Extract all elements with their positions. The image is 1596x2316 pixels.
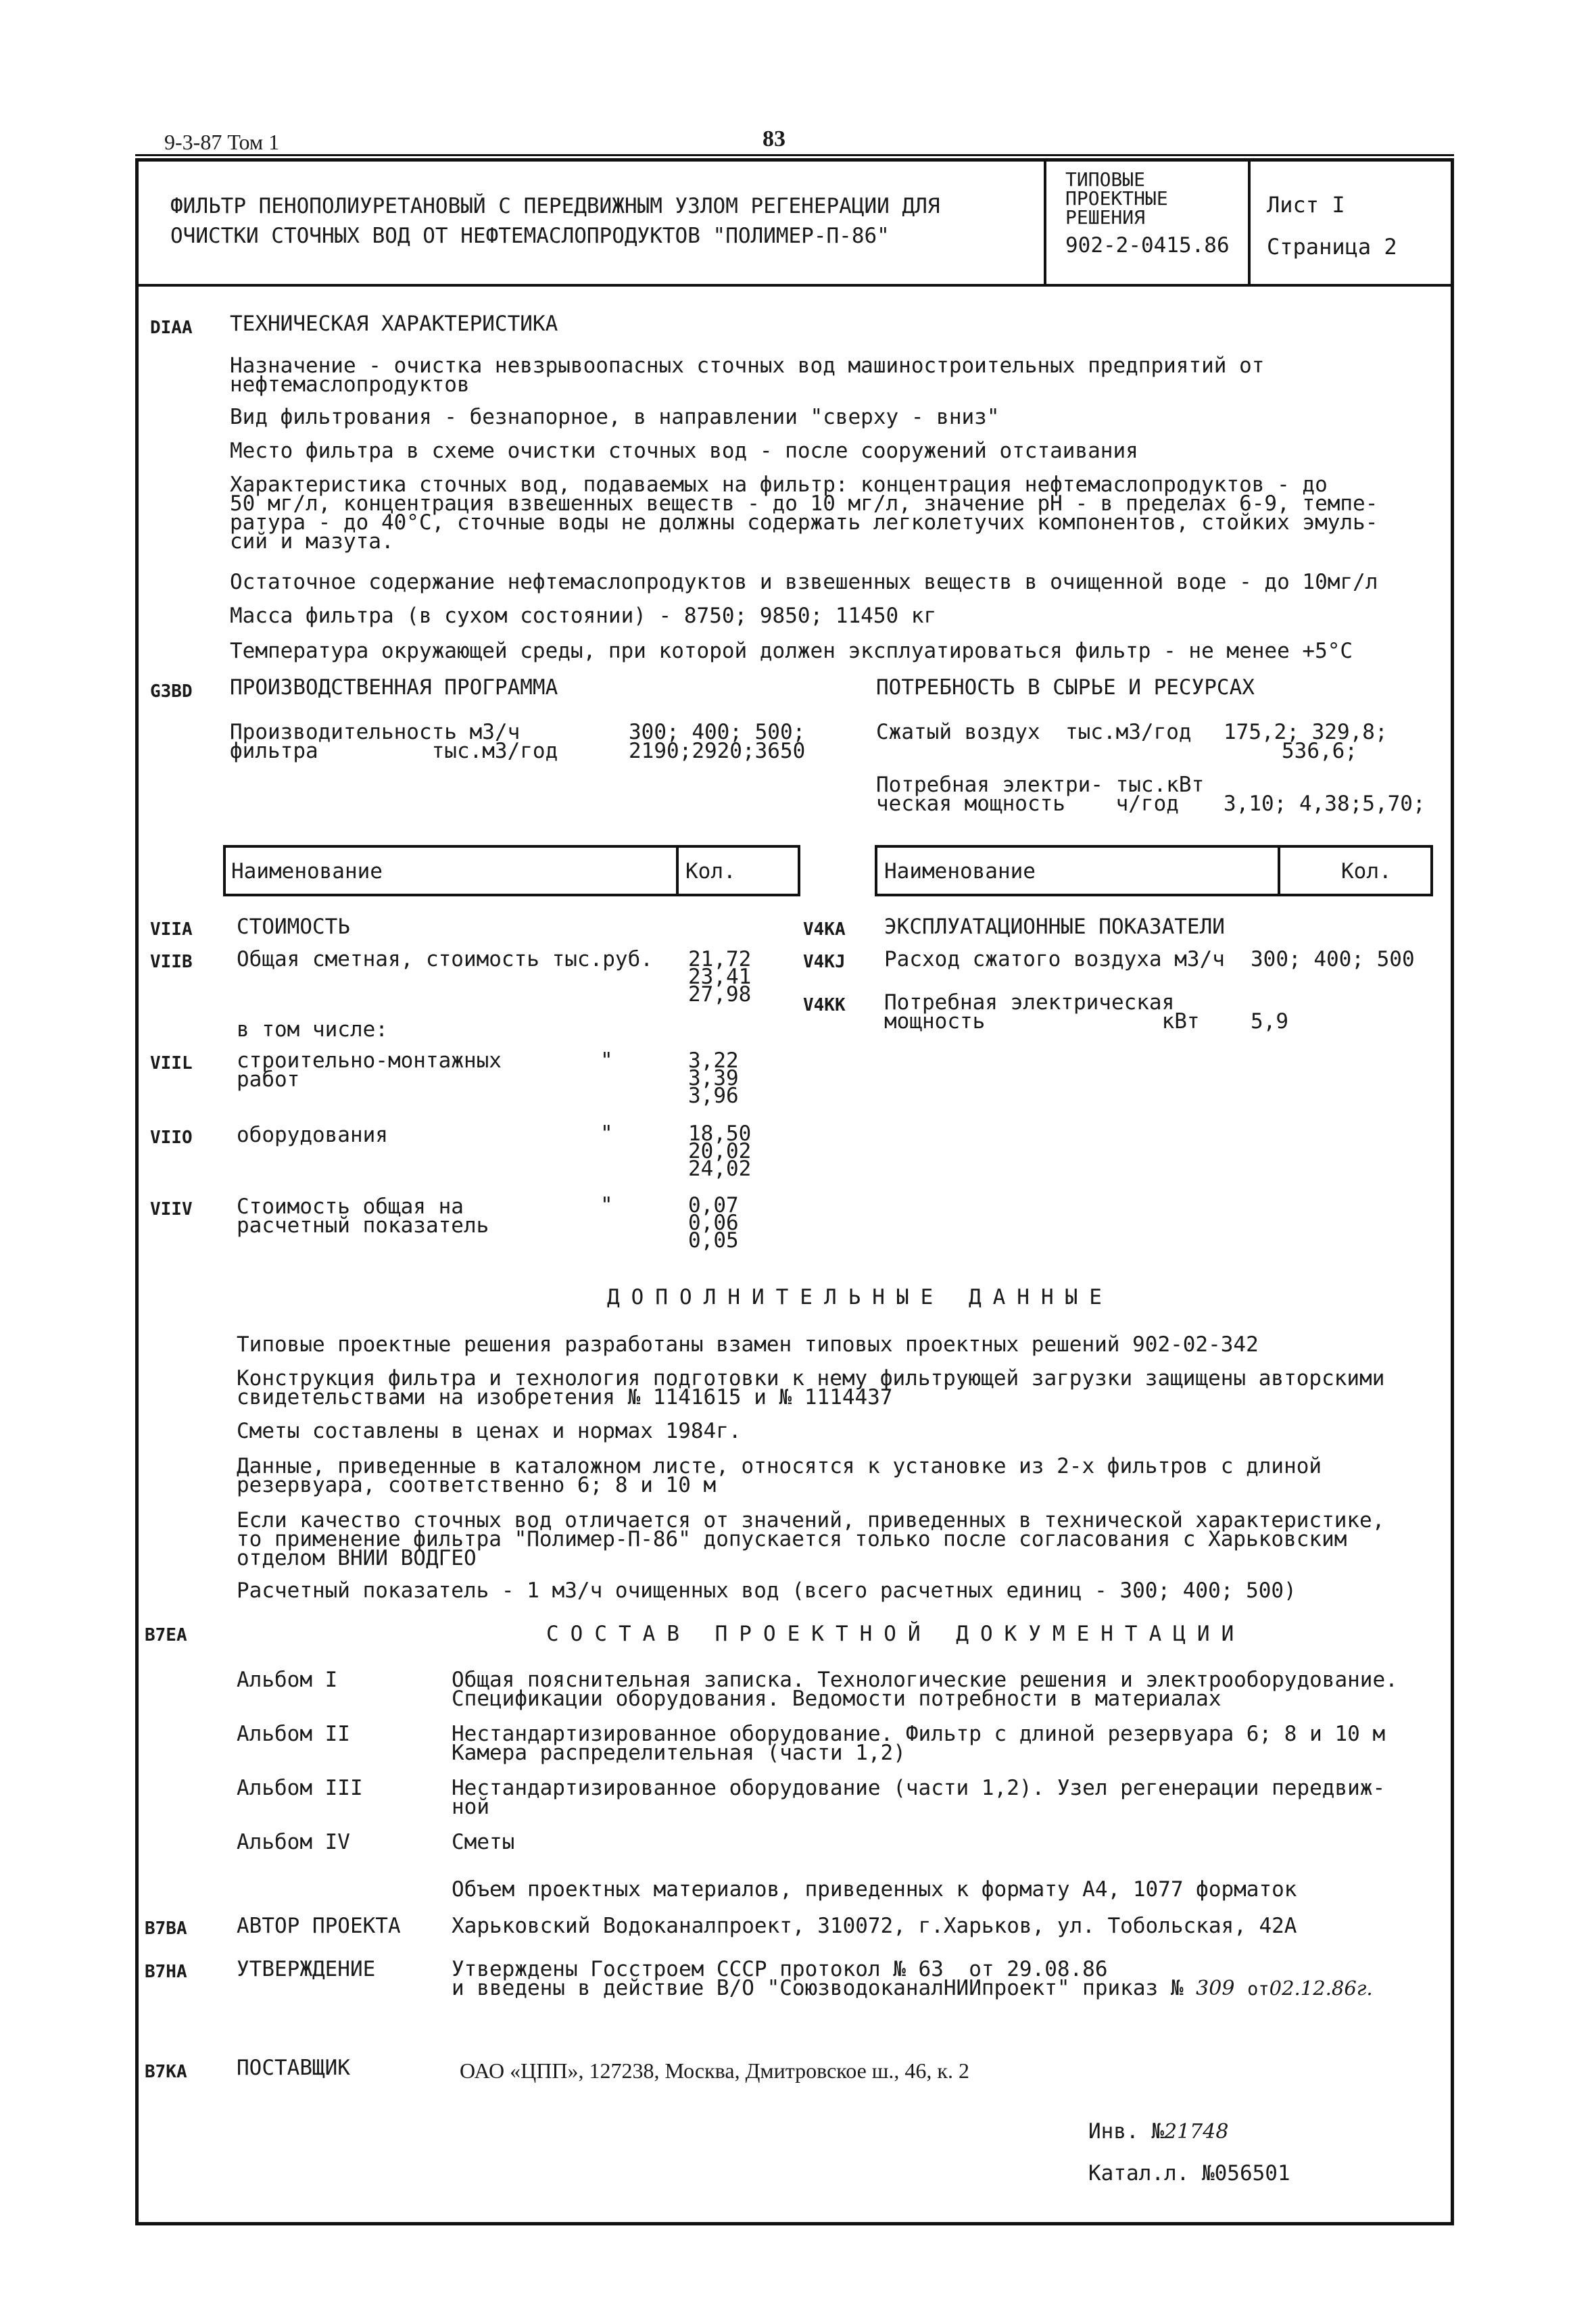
construction-cost-label-1: строительно-монтажных xyxy=(237,1048,502,1073)
unit-cost-value-3: 0,05 xyxy=(688,1228,739,1253)
air-consumption-code: V4KJ xyxy=(803,952,846,972)
including-label: в том числе: xyxy=(237,1017,388,1042)
right-col-name-header: Наименование xyxy=(884,859,1036,884)
approval-line-2 xyxy=(452,1976,1373,2000)
left-table-header-divider xyxy=(676,845,679,896)
tech-residual: Остаточное содержание нефтемаслопродуктов и взвешенных веществ в очищенной воде - до 10мг/л xyxy=(230,570,1378,594)
right-col-qty-header: Кол. xyxy=(1341,859,1392,884)
tech-wastewater-line-3: ратура - до 40°С, сточные воды не должны содержать легколетучих компонентов, стойких эмуль- xyxy=(230,510,1378,535)
album-3-text-2: ной xyxy=(452,1795,489,1819)
resources-air-values-2: 536,6; xyxy=(1282,739,1357,763)
resources-power-values: 3,10; 4,38;5,70; xyxy=(1224,792,1426,816)
construction-cost-value-1: 3,22 xyxy=(688,1048,739,1073)
volume-reference: 9-3-87 Том 1 xyxy=(164,130,280,154)
album-1-text-2: Спецификации оборудования. Ведомости потребности в материалах xyxy=(452,1687,1222,1711)
series-label-1: ТИПОВЫЕ xyxy=(1065,168,1146,191)
tech-filtration-type: Вид фильтрования - безнапорное, в направлении "сверху - вниз" xyxy=(230,405,1000,429)
page-number: 83 xyxy=(763,126,785,151)
supplier-code: B7KA xyxy=(145,2062,187,2082)
right-table-header-divider xyxy=(1278,845,1280,896)
tech-filter-place: Место фильтра в схеме очистки сточных вод - после сооружений отстаивания xyxy=(230,439,1138,463)
left-col-name-header: Наименование xyxy=(231,859,383,884)
resources-air-label: Сжатый воздух тыс.м3/год xyxy=(876,720,1192,744)
album-3-label: Альбом III xyxy=(237,1776,363,1800)
series-code: 902-2-0415.86 xyxy=(1065,233,1230,258)
inventory-number: 21748 xyxy=(1163,2120,1229,2144)
additional-line-6: Расчетный показатель - 1 м3/ч очищенных вод (всего расчетных единиц - 300; 400; 500) xyxy=(237,1578,1297,1603)
equipment-cost-value-3: 24,02 xyxy=(688,1157,752,1181)
author-text: Харьковский Водоканалпроект, 310072, г.Харьков, ул. Тобольская, 42А xyxy=(452,1914,1297,1938)
tech-wastewater-line-4: сий и мазута. xyxy=(230,529,394,554)
operating-section-code: V4KA xyxy=(803,919,846,940)
series-label-2: ПРОЕКТНЫЕ xyxy=(1065,187,1168,210)
power-demand-label-2: мощность кВт xyxy=(884,1009,1200,1034)
approval-text-3: от xyxy=(1247,1979,1269,2000)
unit-cost-ditto: " xyxy=(600,1193,613,1217)
unit-cost-code: VIIV xyxy=(150,1199,193,1220)
production-label-1: Производительность м3/ч xyxy=(230,720,521,744)
construction-cost-value-2: 3,39 xyxy=(688,1066,739,1090)
tech-wastewater-line-1: Характеристика сточных вод, подаваемых на фильтр: концентрация нефтемаслопродуктов - до xyxy=(230,473,1328,497)
additional-line-3: Сметы составлены в ценах и нормах 1984г. xyxy=(237,1419,742,1443)
header-bottom-rule xyxy=(135,284,1454,287)
unit-cost-label-1: Стоимость общая на xyxy=(237,1195,464,1219)
order-number: 309 xyxy=(1196,1977,1235,2000)
resources-power-label-1: Потребная электри- тыс.кВт xyxy=(876,773,1205,797)
additional-line-4b: резервуара, соответственно 6; 8 и 10 м xyxy=(237,1473,717,1497)
additional-line-5b: то применение фильтра "Полимер-П-86" допускается только после согласования с Харьковским xyxy=(237,1527,1347,1551)
docs-volume: Объем проектных материалов, приведенных к формату А4, 1077 форматок xyxy=(452,1877,1297,1902)
additional-line-1: Типовые проектные решения разработаны взамен типовых проектных решений 902-02-342 xyxy=(237,1332,1259,1357)
equipment-cost-value-2: 20,02 xyxy=(688,1139,752,1163)
tech-heading: ТЕХНИЧЕСКАЯ ХАРАКТЕРИСТИКА xyxy=(230,312,558,336)
supplier-text: ОАО «ЦПП», 127238, Москва, Дмитровское ш., 46, к. 2 xyxy=(460,2058,969,2083)
production-section-code: G3BD xyxy=(150,681,193,702)
production-capacity-m3h: 300; 400; 500; xyxy=(629,720,806,744)
header-divider-2 xyxy=(1248,158,1251,285)
tech-section-code: DIAA xyxy=(150,318,193,338)
author-code: B7BA xyxy=(145,1919,187,1939)
production-capacity-annual: 2190;2920;3650 xyxy=(629,739,806,763)
approval-text-1: Утверждены Госстроем СССР протокол № 63 от 29.08.86 xyxy=(452,1957,1108,1981)
cost-section-code: VIIA xyxy=(150,919,193,940)
series-label-3: РЕШЕНИЯ xyxy=(1065,206,1146,228)
approval-label: УТВЕРЖДЕНИЕ xyxy=(237,1957,376,1981)
inventory-number-line xyxy=(1088,2119,1229,2144)
total-cost-code: VIIB xyxy=(150,952,193,972)
additional-line-5a: Если качество сточных вод отличается от значений, приведенных в технической характеристике, xyxy=(237,1508,1385,1533)
total-cost-value-2: 23,41 xyxy=(688,965,752,989)
sheet-number: Лист I xyxy=(1267,192,1345,218)
production-heading: ПРОИЗВОДСТВЕННАЯ ПРОГРАММА xyxy=(230,675,558,700)
total-cost-value-1: 21,72 xyxy=(688,947,752,971)
tech-wastewater-line-2: 50 мг/л, концентрация взвешенных веществ - до 10 мг/л, значение рН - в пределах 6-9, темпе- xyxy=(230,491,1378,516)
production-label-2: фильтра тыс.м3/год xyxy=(230,739,558,763)
total-cost-value-3: 27,98 xyxy=(688,982,752,1007)
construction-cost-value-3: 3,96 xyxy=(688,1084,739,1108)
inventory-label: Инв. № xyxy=(1088,2119,1164,2144)
top-rule xyxy=(135,154,1454,156)
additional-line-2b: свидетельствами на изобретения № 1141615 и № 1114437 xyxy=(237,1385,893,1409)
air-consumption-value: 300; 400; 500 xyxy=(1251,947,1415,971)
tech-mass: Масса фильтра (в сухом состоянии) - 8750; 9850; 11450 кг xyxy=(230,604,937,628)
operating-section-heading: ЭКСПЛУАТАЦИОННЫЕ ПОКАЗАТЕЛИ xyxy=(884,915,1225,939)
cost-section-heading: СТОИМОСТЬ xyxy=(237,915,350,939)
docs-heading: СОСТАВ ПРОЕКТНОЙ ДОКУМЕНТАЦИИ xyxy=(546,1622,1246,1646)
album-2-text-2: Камера распределительная (части 1,2) xyxy=(452,1741,906,1765)
tech-temperature: Температура окружающей среды, при которой должен эксплуатироваться фильтр - не менее +5°С xyxy=(230,639,1353,663)
order-date: 02.12.86г. xyxy=(1269,1977,1373,2000)
additional-line-4a: Данные, приведенные в каталожном листе, относятся к установке из 2-х фильтров с длиной xyxy=(237,1454,1322,1478)
construction-cost-code: VIIL xyxy=(150,1053,193,1073)
document-title-line-1: ФИЛЬТР ПЕНОПОЛИУРЕТАНОВЫЙ С ПЕРЕДВИЖНЫМ УЗЛОМ РЕГЕНЕРАЦИИ ДЛЯ xyxy=(170,194,940,218)
album-1-text-1: Общая пояснительная записка. Технологические решения и электрооборудование. xyxy=(452,1668,1398,1692)
additional-line-5c: отделом ВНИИ ВОДГЕО xyxy=(237,1546,477,1570)
docs-section-code: B7EA xyxy=(145,1625,187,1645)
album-2-text-1: Нестандартизированное оборудование. Фильтр с длиной резервуара 6; 8 и 10 м xyxy=(452,1722,1386,1746)
album-1-label: Альбом I xyxy=(237,1668,338,1692)
supplier-label: ПОСТАВЩИК xyxy=(237,2056,350,2080)
power-demand-value: 5,9 xyxy=(1251,1009,1288,1034)
equipment-cost-code: VIIO xyxy=(150,1128,193,1148)
header-divider-1 xyxy=(1044,158,1046,285)
author-label: АВТОР ПРОЕКТА xyxy=(237,1914,401,1938)
additional-line-2a: Конструкция фильтра и технология подготовки к нему фильтрующей загрузки защищены авторскими xyxy=(237,1366,1385,1391)
page-label: Страница 2 xyxy=(1267,234,1397,260)
album-2-label: Альбом II xyxy=(237,1722,350,1746)
approval-code: B7HA xyxy=(145,1962,187,1982)
document-title-line-2: ОЧИСТКИ СТОЧНЫХ ВОД ОТ НЕФТЕМАСЛОПРОДУКТОВ "ПОЛИМЕР-П-86" xyxy=(170,224,890,248)
unit-cost-value-1: 0,07 xyxy=(688,1193,739,1217)
additional-data-heading: ДОПОЛНИТЕЛЬНЫЕ ДАННЫЕ xyxy=(607,1285,1113,1309)
unit-cost-value-2: 0,06 xyxy=(688,1211,739,1235)
power-demand-label-1: Потребная электрическая xyxy=(884,990,1175,1015)
power-demand-code: V4KK xyxy=(803,995,846,1015)
construction-cost-ditto: " xyxy=(600,1048,613,1073)
construction-cost-label-2: работ xyxy=(237,1067,300,1092)
equipment-cost-value-1: 18,50 xyxy=(688,1121,752,1146)
equipment-cost-label: оборудования xyxy=(237,1123,388,1147)
left-col-qty-header: Кол. xyxy=(685,859,736,884)
tech-purpose-line-2: нефтемаслопродуктов xyxy=(230,372,470,397)
catalog-number: Катал.л. №056501 xyxy=(1088,2161,1290,2186)
resources-heading: ПОТРЕБНОСТЬ В СЫРЬЕ И РЕСУРСАХ xyxy=(876,675,1255,700)
unit-cost-label-2: расчетный показатель xyxy=(237,1213,489,1238)
album-3-text-1: Нестандартизированное оборудование (части 1,2). Узел регенерации передвиж- xyxy=(452,1776,1386,1800)
equipment-cost-ditto: " xyxy=(600,1121,613,1146)
approval-text-2: и введены в действие В/О "СоюзводоканалНИИпроект" приказ № xyxy=(452,1976,1184,2000)
album-4-label: Альбом IV xyxy=(237,1830,350,1854)
total-cost-label: Общая сметная, стоимость тыс.руб. xyxy=(237,947,653,971)
resources-air-values-1: 175,2; 329,8; xyxy=(1224,720,1388,744)
album-4-text: Сметы xyxy=(452,1830,515,1854)
resources-power-label-2: ческая мощность ч/год xyxy=(876,792,1179,816)
tech-purpose-line-1: Назначение - очистка невзрывоопасных сточных вод машиностроительных предприятий от xyxy=(230,354,1265,378)
air-consumption-label: Расход сжатого воздуха м3/ч xyxy=(884,947,1225,971)
